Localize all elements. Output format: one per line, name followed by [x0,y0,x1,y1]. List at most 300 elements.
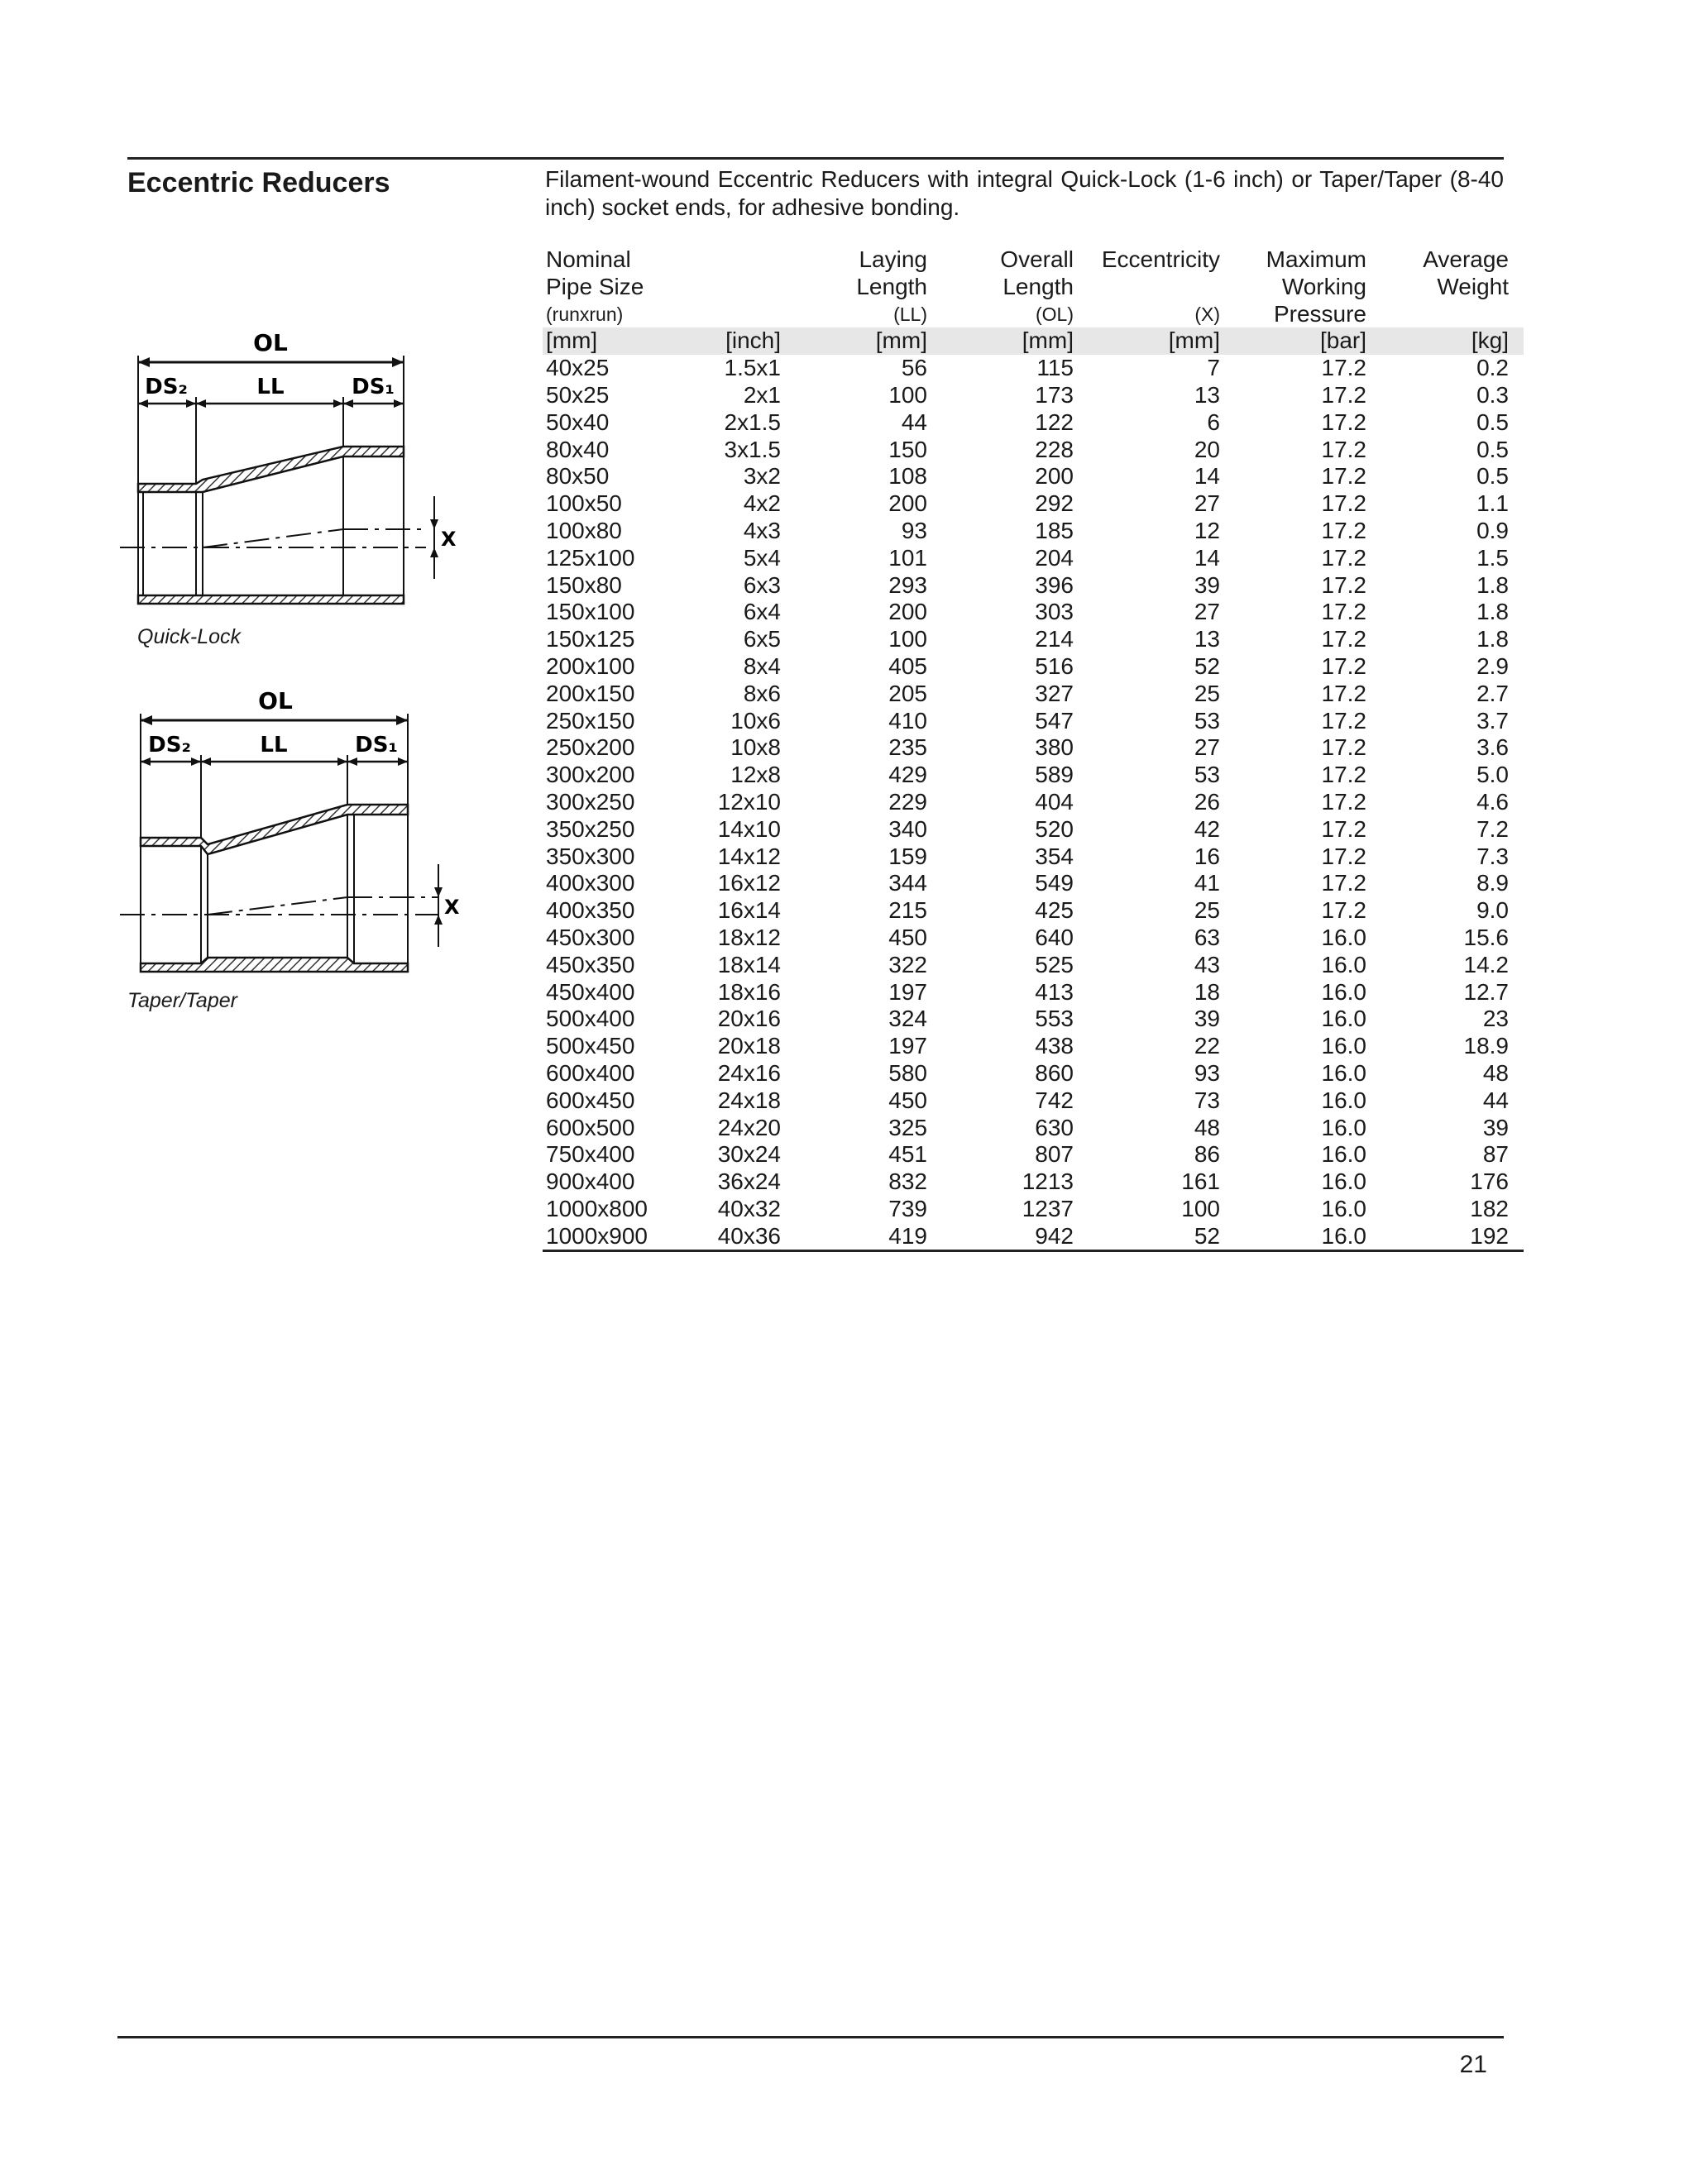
table-cell: 6x3 [743,571,781,598]
table-cell: 161 [1181,1168,1220,1195]
table-cell: 0.5 [1476,463,1509,490]
table-cell: 396 [1035,571,1074,598]
table-cell: 0.2 [1476,355,1509,381]
table-cell: 101 [888,544,927,571]
table-row [543,1223,1524,1251]
table-cell: 250x200 [546,734,635,761]
table-row [543,734,1524,762]
units-row [543,327,1524,355]
table-cell: 93 [1194,1059,1220,1086]
table-cell: 17.2 [1321,680,1366,706]
table-cell: 205 [888,680,927,706]
table-row [543,1168,1524,1196]
table-cell: 53 [1194,707,1220,734]
unit-cell: [mm] [543,327,687,355]
eccentric-reducer-table [543,246,1524,1252]
table-cell: 48 [1482,1059,1509,1086]
table-cell: 6x5 [743,626,781,652]
table-cell: 500x450 [546,1033,635,1059]
table-row [543,490,1524,518]
table-cell: 0.5 [1476,436,1509,462]
table-cell: 292 [1035,490,1074,517]
table-cell: 17.2 [1321,355,1366,381]
table-cell: 80x50 [546,463,610,490]
table-cell: 630 [1035,1114,1074,1140]
table-cell: 0.5 [1476,409,1509,435]
table-cell: 16x12 [717,870,781,896]
table-cell: 1.5 [1476,544,1509,571]
unit-cell: [mm] [1074,327,1220,355]
table-cell: 14 [1194,463,1220,490]
table-cell: 7.3 [1476,843,1509,869]
table-cell: 450x400 [546,978,635,1005]
table-cell: 17.2 [1321,762,1366,788]
table-cell: 18x14 [717,951,781,977]
table-cell: 450 [888,1087,927,1113]
table-cell: 516 [1035,652,1074,679]
table-cell: 525 [1035,951,1074,977]
table-cell: 48 [1194,1114,1220,1140]
table-cell: 1.8 [1476,599,1509,625]
table-cell: 2.7 [1476,680,1509,706]
table-cell: 17.2 [1321,463,1366,490]
table-cell: 14 [1194,544,1220,571]
table-cell: 16x14 [717,897,781,924]
table-cell: 44 [1482,1087,1509,1113]
table-row [543,1006,1524,1033]
table-cell: 16.0 [1321,1114,1366,1140]
table-row [543,1196,1524,1223]
table-cell: 17.2 [1321,870,1366,896]
page-title: Eccentric Reducers [127,167,390,198]
table-row [543,572,1524,600]
table-cell: 16.0 [1220,1223,1366,1251]
table-cell: 860 [1035,1059,1074,1086]
table-cell: 50x40 [546,409,610,435]
table-cell: 25 [1194,897,1220,924]
table-cell: 1.8 [1476,571,1509,598]
table-cell: 1000x800 [546,1195,648,1221]
table-cell: 16.0 [1321,1195,1366,1221]
table-cell: 125x100 [546,544,635,571]
table-row [543,870,1524,897]
table-cell: 185 [1035,517,1074,543]
table-cell: 52 [1074,1223,1220,1251]
table-cell: 40x36 [687,1223,781,1251]
table-cell: 1.8 [1476,626,1509,652]
table-cell: 16 [1194,843,1220,869]
table-cell: 159 [888,843,927,869]
table-cell: 450 [888,924,927,950]
table-row [543,762,1524,789]
table-cell: 50x25 [546,381,610,408]
table-cell: 438 [1035,1033,1074,1059]
table-cell: 17.2 [1321,381,1366,408]
header-cell: Nominal [546,246,631,272]
table-cell: 13 [1194,626,1220,652]
table-cell: 14.2 [1463,951,1509,977]
table-cell: 404 [1035,788,1074,815]
table-cell: 200x100 [546,652,635,679]
table-row [543,1141,1524,1168]
table-cell: 22 [1194,1033,1220,1059]
header-cell: (OL) [1036,303,1074,325]
table-row [543,437,1524,464]
table-cell: 100 [888,381,927,408]
table-row [543,409,1524,437]
table-cell: 93 [901,517,927,543]
table-row [543,1060,1524,1087]
header-cell: Weight [1437,273,1509,299]
unit-cell: [inch] [687,327,781,355]
table-cell: 739 [888,1195,927,1221]
table-cell: 547 [1035,707,1074,734]
table-cell: 419 [781,1223,927,1251]
table-cell: 3x2 [743,463,781,490]
ll-label: LL [260,733,288,757]
table-cell: 39 [1482,1114,1509,1140]
table-cell: 17.2 [1321,897,1366,924]
table-cell: 150x80 [546,571,622,598]
table-cell: 344 [888,870,927,896]
taper-caption: Taper/Taper [127,989,237,1012]
table-cell: 380 [1035,734,1074,761]
ds1-label: DS₁ [352,375,395,399]
table-cell: 16.0 [1321,951,1366,977]
header-cell: Working [1281,273,1366,299]
table-cell: 832 [888,1168,927,1195]
header-row-1 [543,246,1524,274]
table-row [543,1087,1524,1115]
table-row [543,925,1524,952]
table-cell: 25 [1194,680,1220,706]
header-cell: Length [1003,273,1074,299]
table-cell: 400x300 [546,870,635,896]
table-cell: 413 [1035,978,1074,1005]
table-row [543,843,1524,871]
table-cell: 17.2 [1321,788,1366,815]
table-cell: 0.3 [1476,381,1509,408]
table-cell: 327 [1035,680,1074,706]
table-cell: 200 [1035,463,1074,490]
header-cell [1074,274,1220,301]
table-cell: 7.2 [1476,815,1509,842]
table-cell: 2.9 [1476,652,1509,679]
table-cell: 43 [1194,951,1220,977]
table-cell: 200x150 [546,680,635,706]
table-row [543,897,1524,925]
header-cell [687,274,781,301]
table-cell: 7 [1207,355,1220,381]
table-cell: 1000x900 [543,1223,687,1251]
table-cell: 16.0 [1321,978,1366,1005]
table-cell: 8x6 [743,680,781,706]
table-cell: 12x8 [730,762,781,788]
x-label: X [444,896,460,919]
table-cell: 400x350 [546,897,635,924]
table-cell: 182 [1470,1195,1509,1221]
table-body [543,355,1524,1251]
table-cell: 115 [1036,355,1074,381]
table-cell: 20 [1194,436,1220,462]
table-cell: 640 [1035,924,1074,950]
table-cell: 0.9 [1476,517,1509,543]
table-cell: 214 [1035,626,1074,652]
header-row-2 [543,274,1524,301]
bottom-rule [117,2036,1504,2038]
table-cell: 108 [888,463,927,490]
header-row-3 [543,301,1524,328]
table-cell: 6 [1207,409,1220,435]
table-cell: 20x18 [717,1033,781,1059]
table-cell: 27 [1194,734,1220,761]
table-cell: 100 [888,626,927,652]
header-cell: (runxrun) [546,303,624,325]
table-cell: 228 [1035,436,1074,462]
table-cell: 3.7 [1476,707,1509,734]
table-cell: 5x4 [743,544,781,571]
table-cell: 17.2 [1321,517,1366,543]
table-cell: 451 [888,1141,927,1168]
table-cell: 410 [888,707,927,734]
table-cell: 17.2 [1321,544,1366,571]
table-cell: 17.2 [1321,843,1366,869]
table-cell: 13 [1194,381,1220,408]
header-cell: (LL) [893,303,927,325]
table-cell: 2x1 [743,381,781,408]
table-cell: 40x25 [546,355,610,381]
table-cell: 17.2 [1321,571,1366,598]
table-row [543,1115,1524,1142]
table-cell: 10x6 [730,707,781,734]
table-cell: 549 [1035,870,1074,896]
header-cell: Average [1423,246,1509,272]
header-cell: Laying [859,246,927,272]
table-cell: 27 [1194,599,1220,625]
header-cell [687,246,781,274]
header-cell [1366,301,1524,328]
table-cell: 5.0 [1476,762,1509,788]
header-cell: Overall [1000,246,1074,272]
table-row [543,1033,1524,1060]
table-cell: 17.2 [1321,626,1366,652]
table-cell: 600x450 [546,1087,635,1113]
table-row [543,355,1524,382]
table-cell: 3.6 [1476,734,1509,761]
table-cell: 4x2 [743,490,781,517]
table-cell: 100 [1181,1195,1220,1221]
table-cell: 322 [888,951,927,977]
table-cell: 10x8 [730,734,781,761]
table-cell: 41 [1194,870,1220,896]
quick-lock-caption: Quick-Lock [137,625,242,648]
table-cell: 750x400 [546,1141,635,1168]
table-cell: 200 [888,599,927,625]
table-cell: 40x32 [717,1195,781,1221]
table-row [543,382,1524,409]
table-cell: 24x18 [717,1087,781,1113]
table-cell: 12x10 [717,788,781,815]
table-cell: 1.1 [1476,490,1509,517]
table-cell: 250x150 [546,707,635,734]
table-cell: 27 [1194,490,1220,517]
table-cell: 26 [1194,788,1220,815]
table-cell: 325 [888,1114,927,1140]
table-cell: 17.2 [1321,490,1366,517]
table-cell: 52 [1194,652,1220,679]
table-cell: 16.0 [1321,1087,1366,1113]
unit-cell: [mm] [781,327,927,355]
table-cell: 1.5x1 [724,355,781,381]
table-cell: 17.2 [1321,436,1366,462]
table-cell: 293 [888,571,927,598]
table-cell: 20x16 [717,1006,781,1032]
table-row [543,653,1524,681]
table-cell: 350x250 [546,815,635,842]
table-cell: 18x12 [717,924,781,950]
intro-text: Filament-wound Eccentric Reducers with integral Quick-Lock (1-6 inch) or Taper/Taper (8-40 inch) socket ends, for adhesive bonding. [545,166,1504,220]
table-cell: 303 [1035,599,1074,625]
table-cell: 429 [888,762,927,788]
table-row [543,816,1524,843]
table-cell: 300x200 [546,762,635,788]
table-cell: 197 [888,978,927,1005]
header-cell [687,301,781,328]
table-cell: 235 [888,734,927,761]
table-cell: 39 [1194,1006,1220,1032]
table-cell: 500x400 [546,1006,635,1032]
table-cell: 3x1.5 [724,436,781,462]
table-cell: 16.0 [1321,1168,1366,1195]
ds1-label: DS₁ [355,733,398,757]
table-cell: 44 [901,409,927,435]
table-row [543,979,1524,1006]
table-cell: 56 [901,355,927,381]
table-row [543,545,1524,572]
table-cell: 197 [888,1033,927,1059]
table-cell: 600x400 [546,1059,635,1086]
table-row [543,708,1524,735]
table-cell: 12.7 [1463,978,1509,1005]
table-cell: 150x125 [546,626,635,652]
table-cell: 215 [888,897,927,924]
table-cell: 450x300 [546,924,635,950]
table-cell: 18.9 [1463,1033,1509,1059]
table-cell: 150 [888,436,927,462]
table-cell: 425 [1035,897,1074,924]
header-cell: Pipe Size [546,273,644,299]
ol-label: OL [253,329,288,356]
table-cell: 16.0 [1321,924,1366,950]
table-cell: 16.0 [1321,1033,1366,1059]
header-cell: Pressure [1273,300,1366,327]
table-cell: 100x50 [546,490,622,517]
table-cell: 39 [1194,571,1220,598]
quick-lock-reducer-diagram [120,323,467,633]
table-cell: 122 [1035,409,1074,435]
table-cell: 324 [888,1006,927,1032]
table-cell: 300x250 [546,788,635,815]
table-cell: 520 [1035,815,1074,842]
table-cell: 150x100 [546,599,635,625]
table-cell: 354 [1035,843,1074,869]
table-cell: 14x12 [717,843,781,869]
table-row [543,626,1524,653]
table-cell: 340 [888,815,927,842]
table-cell: 8.9 [1476,870,1509,896]
table-cell: 16.0 [1321,1059,1366,1086]
table-row [543,952,1524,979]
table-row [543,518,1524,545]
table-cell: 176 [1470,1168,1509,1195]
table-cell: 350x300 [546,843,635,869]
ds2-label: DS₂ [148,733,191,757]
table-cell: 16.0 [1321,1006,1366,1032]
table-cell: 600x500 [546,1114,635,1140]
table-cell: 8x4 [743,652,781,679]
header-cell: (X) [1194,303,1220,325]
unit-cell: [mm] [927,327,1074,355]
x-label: X [441,528,457,551]
table-cell: 17.2 [1321,707,1366,734]
table-row [543,681,1524,708]
table-cell: 17.2 [1321,599,1366,625]
table-cell: 14x10 [717,815,781,842]
table-cell: 17.2 [1321,734,1366,761]
unit-cell: [kg] [1366,327,1524,355]
top-rule [127,157,1504,160]
table-cell: 2x1.5 [724,409,781,435]
table-row [543,789,1524,816]
table-cell: 24x16 [717,1059,781,1086]
table-cell: 36x24 [717,1168,781,1195]
table-cell: 9.0 [1476,897,1509,924]
table-cell: 87 [1482,1141,1509,1168]
table-cell: 73 [1194,1087,1220,1113]
page-number: 21 [1459,2051,1487,2078]
table-cell: 553 [1035,1006,1074,1032]
table-cell: 1213 [1022,1168,1074,1195]
table-cell: 942 [927,1223,1074,1251]
table-cell: 229 [888,788,927,815]
table-cell: 807 [1035,1141,1074,1168]
header-cell: Maximum [1266,246,1366,272]
table-cell: 80x40 [546,436,610,462]
table-cell: 450x350 [546,951,635,977]
table-cell: 1237 [1022,1195,1074,1221]
header-cell: Eccentricity [1101,246,1220,272]
table-cell: 86 [1194,1141,1220,1168]
taper-reducer-diagram [120,681,467,991]
table-cell: 16.0 [1321,1141,1366,1168]
table-cell: 24x20 [717,1114,781,1140]
table-cell: 18x16 [717,978,781,1005]
table-cell: 173 [1035,381,1074,408]
table-cell: 100x80 [546,517,622,543]
table-cell: 4.6 [1476,788,1509,815]
table-cell: 580 [888,1059,927,1086]
table-cell: 30x24 [717,1141,781,1168]
ll-label: LL [256,375,285,399]
table-cell: 18 [1194,978,1220,1005]
ds2-label: DS₂ [145,375,188,399]
table-cell: 742 [1035,1087,1074,1113]
table-cell: 200 [888,490,927,517]
table-cell: 405 [888,652,927,679]
table-cell: 53 [1194,762,1220,788]
unit-cell: [bar] [1220,327,1366,355]
table-cell: 12 [1194,517,1220,543]
